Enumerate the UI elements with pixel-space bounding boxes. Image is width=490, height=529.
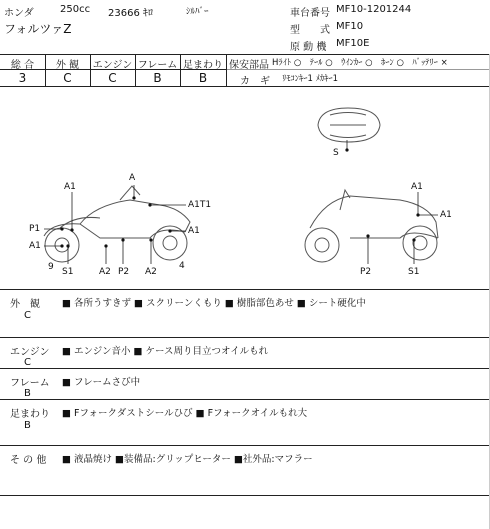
type-value: MF10 <box>336 21 364 32</box>
equipment-items: Hﾗｲﾄ ○ ﾃｰﾙ ○ ｳｲﾝｶｰ ○ ﾎｰﾝ ○ ﾊﾞｯﾃﾘｰ × <box>272 58 448 68</box>
grade-suspension: B <box>198 71 208 85</box>
note-text-other: ■ 液晶焼け ■装備品:グリップヒーター ■社外品:マフラー <box>62 454 313 465</box>
damage-label: S <box>333 148 339 158</box>
grade-header-suspension: 足まわり <box>183 60 223 71</box>
grade-exterior: C <box>63 71 72 85</box>
grade-header-overall: 総 合 <box>10 60 35 71</box>
damage-label: A1 <box>29 241 41 251</box>
note-grade-frame: B <box>24 388 31 399</box>
frame-number: MF10-1201244 <box>336 4 412 15</box>
damage-label: S1 <box>62 267 74 277</box>
damage-label: A2 <box>99 267 111 277</box>
damage-label: S1 <box>408 267 420 277</box>
note-text-exterior: ■ 各所うすきず ■ スクリーンくもり ■ 樹脂部色あせ ■ シート硬化中 <box>62 298 366 309</box>
note-category-suspension: 足まわり <box>10 409 50 420</box>
grade-header-exterior: 外 観 <box>55 60 80 71</box>
note-grade-suspension: B <box>24 420 31 431</box>
key-label: カ ギ <box>240 76 270 87</box>
mileage: 23666 ｷﾛ <box>108 8 153 19</box>
grade-engine: C <box>108 71 117 85</box>
frame-label: 車台番号 <box>290 8 330 19</box>
damage-label: A1 <box>411 182 423 192</box>
damage-label: A1 <box>440 210 452 220</box>
engine-value: MF10E <box>336 38 370 49</box>
damage-label: 9 <box>48 262 54 272</box>
grade-header-frame: フレーム <box>137 60 178 71</box>
damage-label: P2 <box>360 267 372 277</box>
note-text-frame: ■ フレームさび中 <box>62 377 141 388</box>
note-category-other: そ の 他 <box>10 455 47 466</box>
equipment-label: 保安部品 <box>229 60 269 71</box>
grade-overall: 3 <box>18 71 27 85</box>
type-label: 型 式 <box>290 25 330 36</box>
damage-label: P1 <box>29 224 41 234</box>
note-grade-engine: C <box>24 357 31 368</box>
damage-label: A2 <box>145 267 157 277</box>
note-grade-exterior: C <box>24 310 31 321</box>
model-name: フォルツァZ <box>4 22 72 36</box>
damage-label: P2 <box>118 267 130 277</box>
note-category-exterior: 外 観 <box>10 299 40 310</box>
key-value: ﾘﾓｺﾝｷｰ1 ﾒｶｷｰ1 <box>282 74 339 84</box>
engine-label: 原 動 機 <box>290 42 327 53</box>
damage-label: 4 <box>179 261 185 271</box>
color: ｼﾙﾊﾞｰ <box>186 7 209 17</box>
damage-label: A <box>129 173 136 183</box>
note-category-frame: フレーム <box>10 378 50 389</box>
note-category-engine: エンジン <box>10 347 50 358</box>
damage-label: A1 <box>188 226 200 236</box>
displacement: 250cc <box>60 4 91 15</box>
grade-header-engine: エンジン <box>92 60 133 71</box>
note-text-suspension: ■ Fフォークダストシールひび ■ Fフォークオイルもれ大 <box>62 408 308 419</box>
grade-frame: B <box>153 71 162 85</box>
damage-label: A1 <box>64 182 76 192</box>
damage-label: A1T1 <box>188 200 212 210</box>
note-text-engine: ■ エンジン音小 ■ ケース周り目立つオイルもれ <box>62 346 269 357</box>
maker: ホンダ <box>4 8 34 19</box>
